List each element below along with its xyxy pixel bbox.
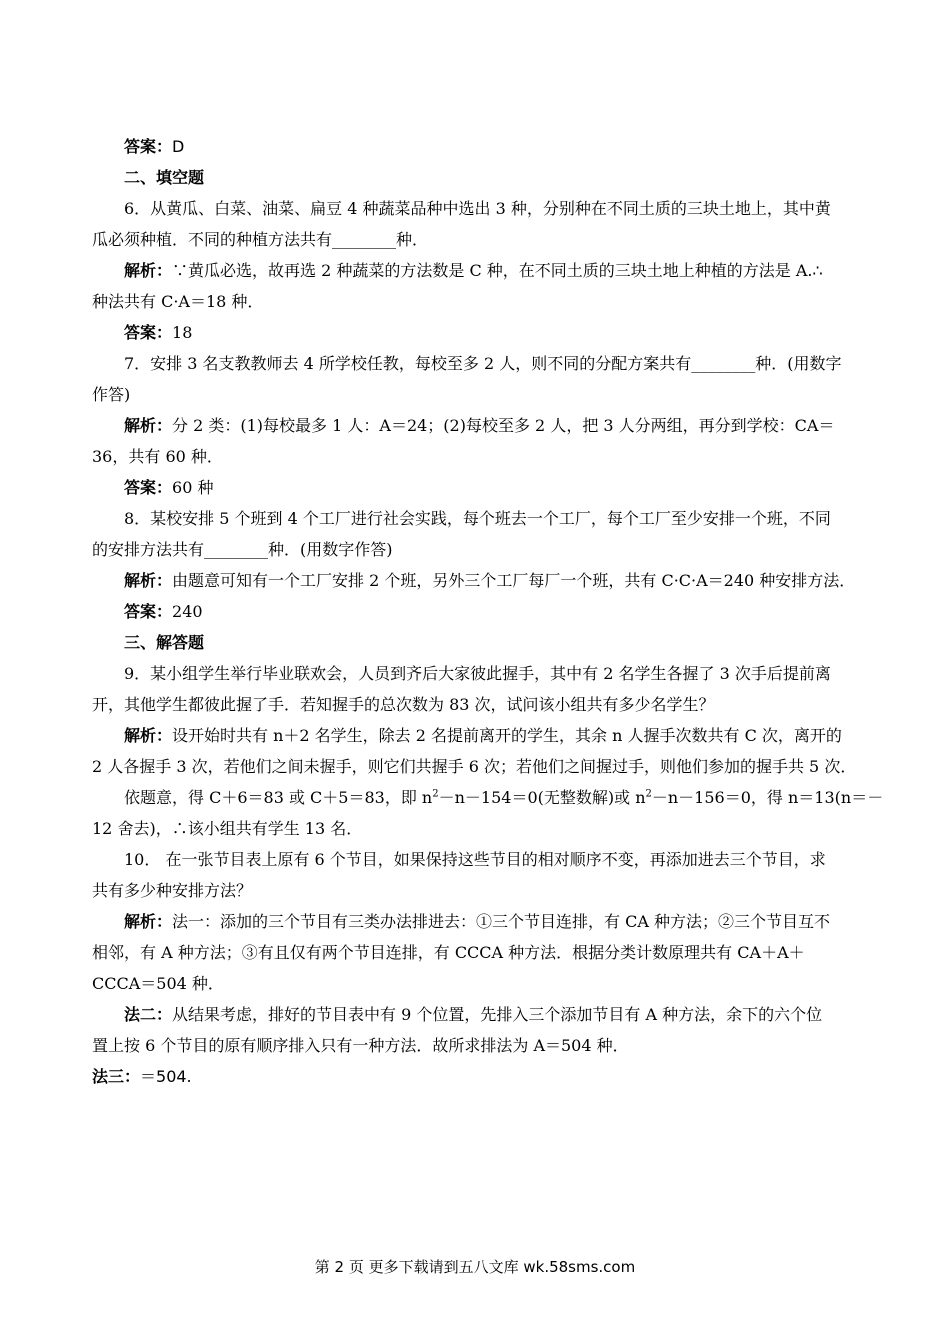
solution-label: 解析： [124,726,173,745]
q8-answer-line [92,596,858,627]
q10-method2-text: 从结果考虑，排好的节目表中有 9 个位置，先排入三个添加节目有 A 种方法，余下的六个位 [172,1005,823,1024]
solution-label: 解析： [124,261,173,280]
q6-text-line2: 瓜必须种植．不同的种植方法共有________种． [92,230,429,249]
q8-answer-value: 240 [172,602,203,621]
method2-label: 法二： [124,1005,173,1024]
q8-solution-line1 [92,565,858,596]
section-title-fill-blank: 二、填空题 [124,168,205,187]
q7-text-line2: 作答) [92,385,131,404]
q7-answer-value: 60 种 [172,478,214,497]
q9-equation-part2: －n－154＝0(无整数解)或 n [438,788,646,807]
q6-solution-text: ∵黄瓜必选，故再选 2 种蔬菜的方法数是 C 种，在不同土质的三块土地上种植的方法是 A.∴ [172,261,823,280]
solution-label: 解析： [124,912,173,931]
q9-solution-line4: 12 舍去)，∴该小组共有学生 13 名． [92,819,363,838]
q7-answer-line [92,472,858,503]
q9-solution-line3 [92,782,884,813]
q9-exponent-2: 2 [645,788,652,800]
answer-label: 答案： [124,137,173,156]
q10-solution-line1 [92,906,858,937]
q10-method3-text: ＝504. [140,1067,192,1086]
q9-solution-text: 设开始时共有 n＋2 名学生，除去 2 名提前离开的学生，其余 n 人握手次数共有 C 次，离开的 [172,726,842,745]
q8-solution-text: 由题意可知有一个工厂安排 2 个班，另外三个工厂每厂一个班，共有 C·C·A＝240 种安排方法． [172,571,856,590]
q10-method2-line1 [92,999,858,1030]
q6-solution-line2: 种法共有 C·A＝18 种． [92,292,264,311]
q6-answer-value: 18 [172,323,193,342]
q6-solution-line1 [92,255,858,286]
answer-label: 答案： [124,323,173,342]
q10-method2-line2: 置上按 6 个节目的原有顺序排入只有一种方法．故所求排法为 A＝504 种． [92,1036,629,1055]
q9-equation-part1: 依题意，得 C＋6＝83 或 C＋5＝83，即 n [124,788,433,807]
q9-text-line1: 9．某小组学生举行毕业联欢会，人员到齐后大家彼此握手，其中有 2 名学生各握了 3 次手后提前离 [124,664,831,683]
answer-value: D [172,137,185,156]
q9-solution-line1 [92,720,858,751]
q7-solution-line1 [92,410,858,441]
q10-solution-line3: CCCA＝504 种． [92,974,224,993]
q10-solution-text: 法一：添加的三个节目有三类办法排进去：①三个节目连排，有 CA 种方法；②三个节目互不 [172,912,830,931]
q7-text-line1: 7．安排 3 名支教教师去 4 所学校任教，每校至多 2 人，则不同的分配方案共有________种．(用数字 [124,354,842,373]
q9-solution-line2: 2 人各握手 3 次，若他们之间未握手，则它们共握手 6 次；若他们之间握过手，则他们参加的握手共 5 次． [92,757,857,776]
answer-label: 答案： [124,602,173,621]
solution-label: 解析： [124,571,173,590]
answer-label: 答案： [124,478,173,497]
answer-line [92,131,858,162]
q7-solution-line2: 36，共有 60 种． [92,447,223,466]
page-footer: 第 2 页 更多下载请到五八文库 wk.58sms.com [314,1258,636,1276]
q9-exponent-1: 2 [432,788,439,800]
q10-solution-line2: 相邻，有 A 种方法；③有且仅有两个节目连排，有 CCCA 种方法．根据分类计数原理共有 CA＋A＋ [92,943,805,962]
q9-text-line2: 开，其他学生都彼此握了手．若知握手的总次数为 83 次，试问该小组共有多少名学生？ [92,695,715,714]
solution-label: 解析： [124,416,173,435]
q9-equation-part3: －n－156＝0，得 n＝13(n＝－ [651,788,884,807]
q10-text-line2: 共有多少种安排方法？ [92,881,253,900]
q8-text-line2: 的安排方法共有________种．(用数字作答) [92,540,393,559]
method3-label: 法三： [92,1067,141,1086]
q7-solution-text: 分 2 类：(1)每校最多 1 人：A＝24；(2)每校至多 2 人，把 3 人分两组，再分到学校：CA＝ [172,416,835,435]
document-body [92,131,884,1092]
section-title-solve: 三、解答题 [124,633,205,652]
q6-text-line1: 6．从黄瓜、白菜、油菜、扁豆 4 种蔬菜品种中选出 3 种，分别种在不同土质的三块土地上，其中黄 [124,199,831,218]
q8-text-line1: 8．某校安排 5 个班到 4 个工厂进行社会实践，每个班去一个工厂，每个工厂至少安排一个班，不同 [124,509,831,528]
q10-method3-line [92,1061,858,1092]
q10-text-line1: 10． 在一张节目表上原有 6 个节目，如果保持这些节目的相对顺序不变，再添加进去三个节目，求 [124,850,826,869]
q6-answer-line [92,317,858,348]
